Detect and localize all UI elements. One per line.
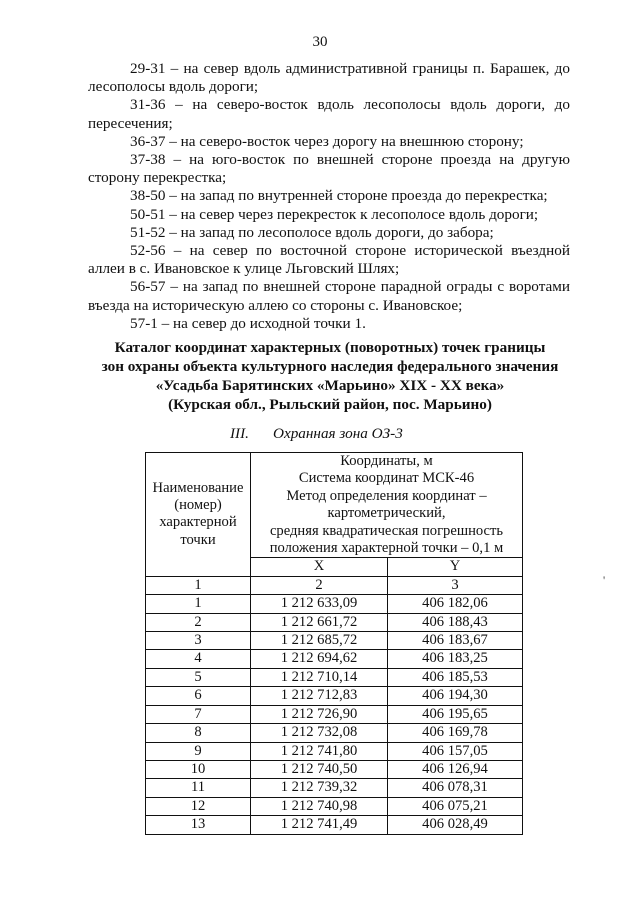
header-line: средняя квадратическая погрешность — [269, 522, 504, 539]
point-number-cell: 2 — [146, 613, 251, 631]
paragraph: 37-38 – на юго-восток по внешней стороне проезда на другую сторону перекрестка; — [88, 151, 570, 187]
point-number-cell: 6 — [146, 687, 251, 705]
x-coordinate-cell: 1 212 694,62 — [251, 650, 388, 668]
x-coordinate-cell: 1 212 740,98 — [251, 797, 388, 815]
x-coordinate-cell: 1 212 661,72 — [251, 613, 388, 631]
point-number-cell: 8 — [146, 724, 251, 742]
boundary-description — [88, 60, 570, 333]
paragraph: 36-37 – на северо-восток через дорогу на внешнюю сторону; — [130, 132, 524, 150]
point-number-cell: 7 — [146, 705, 251, 723]
catalog-title-line: (Курская обл., Рыльский район, пос. Марьино) — [168, 396, 492, 413]
point-number-cell: 9 — [146, 742, 251, 760]
x-coordinate-cell: 1 212 712,83 — [251, 687, 388, 705]
paragraph: 57-1 – на север до исходной точки 1. — [130, 314, 366, 332]
table-row — [146, 760, 523, 778]
y-coordinate-cell: 406 075,21 — [388, 797, 523, 815]
paragraph: 50-51 – на север через перекресток к лесополосе вдоль дороги; — [130, 205, 539, 223]
table-row — [146, 797, 523, 815]
point-number-cell: 11 — [146, 779, 251, 797]
table-header-row — [146, 453, 523, 558]
header-line: (номер) — [174, 497, 222, 514]
header-line: Метод определения координат – — [286, 487, 487, 504]
y-coordinate-cell: 406 183,67 — [388, 632, 523, 650]
catalog-title-line: «Усадьба Барятинских «Марьино» XIX - XX века» — [155, 377, 505, 394]
table-row — [146, 668, 523, 686]
table-row — [146, 632, 523, 650]
paragraph: 31-36 – на северо-восток вдоль лесополосы вдоль дороги, до пересечения; — [88, 96, 570, 132]
x-coordinate-cell: 1 212 741,49 — [251, 816, 388, 834]
coordinates-table — [145, 452, 523, 835]
page-number: 30 — [312, 34, 328, 50]
y-coordinate-cell: 406 157,05 — [388, 742, 523, 760]
y-coordinate-cell: 406 182,06 — [388, 595, 523, 613]
catalog-title-line: Каталог координат характерных (поворотных) точек границы — [114, 339, 546, 356]
header-line: положения характерной точки – 0,1 м — [269, 540, 504, 557]
table-row — [146, 687, 523, 705]
y-coordinate-cell: 406 188,43 — [388, 613, 523, 631]
table-row — [146, 742, 523, 760]
y-coordinate-cell: 406 194,30 — [388, 687, 523, 705]
header-line: картометрический, — [327, 505, 446, 522]
x-coordinate-cell: 1 212 741,80 — [251, 742, 388, 760]
x-coordinate-cell: 1 212 633,09 — [251, 595, 388, 613]
header-y: Y — [388, 558, 523, 576]
header-point-name — [146, 453, 251, 577]
table-row — [146, 816, 523, 834]
zone-roman-numeral: III. — [230, 425, 249, 442]
paragraph: 51-52 – на запад по лесополосе вдоль дороги, до забора; — [130, 223, 494, 241]
paragraph: 38-50 – на запад по внутренней стороне проезда до перекрестка; — [130, 187, 548, 205]
y-coordinate-cell: 406 126,94 — [388, 760, 523, 778]
table-row — [146, 613, 523, 631]
y-coordinate-cell: 406 169,78 — [388, 724, 523, 742]
point-number-cell: 1 — [146, 595, 251, 613]
header-line: Наименование — [152, 479, 244, 496]
header-line: точки — [180, 531, 216, 548]
header-line: характерной — [159, 514, 237, 531]
column-number-row — [146, 576, 523, 594]
y-coordinate-cell: 406 195,65 — [388, 705, 523, 723]
paragraph: 29-31 – на север вдоль административной границы п. Барашек, до лесополосы вдоль дороги; — [88, 60, 570, 96]
y-coordinate-cell: 406 078,31 — [388, 779, 523, 797]
header-line: Система координат МСК-46 — [298, 470, 475, 487]
table-row — [146, 650, 523, 668]
y-coordinate-cell: 406 028,49 — [388, 816, 523, 834]
zone-title: Охранная зона ОЗ-3 — [272, 425, 403, 442]
paragraph: 56-57 – на запад по внешней стороне парадной ограды с воротами въезда на историческую аллею со стороны с. Ивановское; — [88, 278, 570, 314]
table-row — [146, 724, 523, 742]
y-coordinate-cell: 406 183,25 — [388, 650, 523, 668]
paragraph: 52-56 – на север по восточной стороне исторической въездной аллеи в с. Ивановское к улице Льговский Шлях; — [88, 242, 570, 278]
y-coordinate-cell: 406 185,53 — [388, 668, 523, 686]
table-row — [146, 779, 523, 797]
point-number-cell: 4 — [146, 650, 251, 668]
header-coordinates — [251, 453, 523, 558]
column-number: 3 — [388, 576, 523, 594]
zone-caption — [230, 425, 403, 443]
x-coordinate-cell: 1 212 685,72 — [251, 632, 388, 650]
header-line: Координаты, м — [340, 453, 433, 469]
x-coordinate-cell: 1 212 710,14 — [251, 668, 388, 686]
point-number-cell: 13 — [146, 816, 251, 834]
catalog-title — [80, 338, 580, 414]
point-number-cell: 3 — [146, 632, 251, 650]
point-number-cell: 12 — [146, 797, 251, 815]
table-row — [146, 705, 523, 723]
x-coordinate-cell: 1 212 740,50 — [251, 760, 388, 778]
point-number-cell: 10 — [146, 760, 251, 778]
point-number-cell: 5 — [146, 668, 251, 686]
x-coordinate-cell: 1 212 739,32 — [251, 779, 388, 797]
catalog-title-line: зон охраны объекта культурного наследия федерального значения — [101, 358, 559, 375]
x-coordinate-cell: 1 212 726,90 — [251, 705, 388, 723]
x-coordinate-cell: 1 212 732,08 — [251, 724, 388, 742]
header-x: X — [251, 558, 388, 576]
margin-mark: ' — [603, 573, 606, 587]
column-number: 2 — [251, 576, 388, 594]
table-row — [146, 595, 523, 613]
column-number: 1 — [146, 576, 251, 594]
